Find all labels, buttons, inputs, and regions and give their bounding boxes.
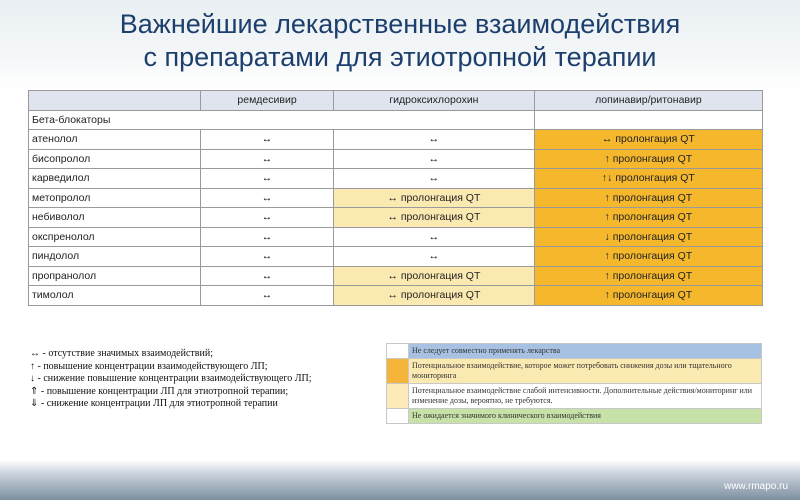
cell-hydroxychloroquine: ↔ пролонгация QT bbox=[334, 188, 535, 208]
swatch-white-2 bbox=[387, 409, 409, 424]
cell-remdesivir: ↔ bbox=[201, 130, 334, 150]
table-row bbox=[29, 130, 763, 150]
cell-remdesivir: ↔ bbox=[201, 208, 334, 228]
table-row bbox=[29, 188, 763, 208]
drug-name: пропранолол bbox=[29, 266, 201, 286]
cell-hydroxychloroquine: ↔ пролонгация QT bbox=[334, 286, 535, 306]
cell-lopinavir: ↑ пролонгация QT bbox=[534, 286, 762, 306]
cell-lopinavir: ↑ пролонгация QT bbox=[534, 149, 762, 169]
header-corner bbox=[29, 91, 201, 111]
drug-name: атенолол bbox=[29, 130, 201, 150]
cell-remdesivir: ↔ bbox=[201, 247, 334, 267]
legend-line: ⇓ - снижение концентрации ЛП для этиотропной терапии bbox=[30, 398, 278, 409]
table-row bbox=[29, 227, 763, 247]
cell-remdesivir: ↔ bbox=[201, 286, 334, 306]
table-row bbox=[29, 286, 763, 306]
color-legend-row bbox=[387, 409, 762, 424]
cell-lopinavir: ↑↓ пролонгация QT bbox=[534, 169, 762, 189]
cell-remdesivir: ↔ bbox=[201, 169, 334, 189]
cell-remdesivir: ↔ bbox=[201, 188, 334, 208]
column-remdesivir: ремдесивир bbox=[201, 91, 334, 111]
cell-hydroxychloroquine: ↔ bbox=[334, 227, 535, 247]
legend-line: ⇑ - повышение концентрации ЛП для этиотропной терапии; bbox=[30, 385, 289, 397]
cell-lopinavir: ↑ пролонгация QT bbox=[534, 247, 762, 267]
drug-name: тимолол bbox=[29, 286, 201, 306]
header-row bbox=[29, 91, 763, 111]
footer-background bbox=[0, 460, 800, 500]
cell-remdesivir: ↔ bbox=[201, 149, 334, 169]
cell-lopinavir: ↔ пролонгация QT bbox=[534, 130, 762, 150]
legend-potential-interaction: Потенциальное взаимодействие, которое может потребовать снижения дозы или тщательного мониторинга bbox=[409, 359, 762, 384]
drug-name: карведилол bbox=[29, 169, 201, 189]
drug-name: пиндолол bbox=[29, 247, 201, 267]
table-row bbox=[29, 247, 763, 267]
legend-weak-interaction: Потенциальное взаимодействие слабой интенсивности. Дополнительные действия/мониторинг или изменение дозы, вероятно, не требуются. bbox=[409, 384, 762, 409]
cell-hydroxychloroquine: ↔ пролонгация QT bbox=[334, 266, 535, 286]
color-legend-row bbox=[387, 359, 762, 384]
legend-no-interaction: Не ожидается значимого клинического взаимодействия bbox=[409, 409, 762, 424]
slide-title bbox=[0, 8, 800, 74]
column-lopinavir: лопинавир/ритонавир bbox=[534, 91, 762, 111]
swatch-yellow bbox=[387, 384, 409, 409]
drug-name: небиволол bbox=[29, 208, 201, 228]
legend-do-not-combine: Не следует совместно применять лекарства bbox=[409, 344, 762, 359]
title-line-1: Важнейшие лекарственные взаимодействия bbox=[119, 9, 681, 39]
group-row bbox=[29, 110, 763, 130]
interactions-table bbox=[28, 90, 763, 306]
table-row bbox=[29, 149, 763, 169]
cell-lopinavir: ↑ пролонгация QT bbox=[534, 266, 762, 286]
table-row bbox=[29, 208, 763, 228]
title-line-2: с препаратами для этиотропной терапии bbox=[143, 42, 657, 72]
legend-line: ↓ - снижение повышение концентрации взаимодействующего ЛП; bbox=[30, 373, 312, 384]
cell-remdesivir: ↔ bbox=[201, 266, 334, 286]
column-hydroxychloroquine: гидроксихлорохин bbox=[334, 91, 535, 111]
table-row bbox=[29, 266, 763, 286]
drug-name: окспренолол bbox=[29, 227, 201, 247]
cell-lopinavir: ↓ пролонгация QT bbox=[534, 227, 762, 247]
cell-hydroxychloroquine: ↔ bbox=[334, 130, 535, 150]
legend-line: ↑ - повышение концентрации взаимодействующего ЛП; bbox=[30, 360, 268, 372]
color-legend-row bbox=[387, 344, 762, 359]
drug-name: бисопролол bbox=[29, 149, 201, 169]
site-url: www.rmapo.ru bbox=[724, 481, 788, 492]
cell-hydroxychloroquine: ↔ bbox=[334, 149, 535, 169]
symbol-legend bbox=[30, 348, 390, 411]
color-legend-row bbox=[387, 384, 762, 409]
cell-lopinavir: ↑ пролонгация QT bbox=[534, 188, 762, 208]
cell-hydroxychloroquine: ↔ пролонгация QT bbox=[334, 208, 535, 228]
cell-lopinavir: ↑ пролонгация QT bbox=[534, 208, 762, 228]
swatch-orange bbox=[387, 359, 409, 384]
cell-remdesivir: ↔ bbox=[201, 227, 334, 247]
color-legend bbox=[386, 343, 762, 424]
cell-hydroxychloroquine: ↔ bbox=[334, 247, 535, 267]
cell-hydroxychloroquine: ↔ bbox=[334, 169, 535, 189]
drug-name: метопролол bbox=[29, 188, 201, 208]
table-row bbox=[29, 169, 763, 189]
group-label: Бета-блокаторы bbox=[29, 110, 535, 130]
group-empty-cell bbox=[534, 110, 762, 130]
legend-line: ↔ - отсутствие значимых взаимодействий; bbox=[30, 348, 213, 359]
swatch-white bbox=[387, 344, 409, 359]
